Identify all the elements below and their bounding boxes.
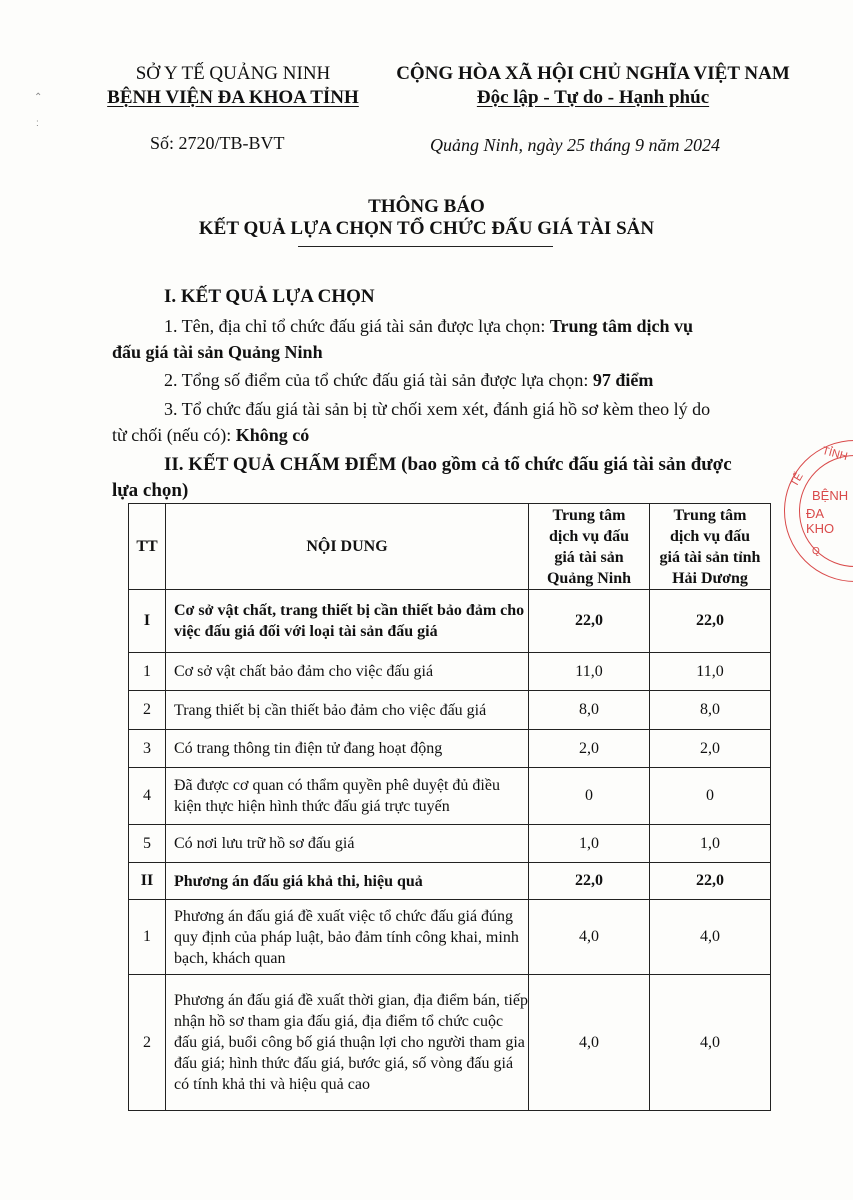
col-org-a-line: dịch vụ đấu [548,527,630,545]
score-table [128,503,771,1111]
table-row [129,825,771,863]
row-tt: 3 [129,730,166,768]
item-3-label: từ chối (nếu có): [112,425,236,445]
title-underline [298,246,553,247]
col-org-a-line: Trung tâm [552,506,626,524]
nation-name: CỘNG HÒA XÃ HỘI CHỦ NGHĨA VIỆT NAM [396,63,790,84]
section-2-heading: II. KẾT QUẢ CHẤM ĐIỂM (bao gồm cả tổ chức đấu giá tài sản được [164,454,732,475]
row-tt: 1 [129,900,166,975]
row-content: Cơ sở vật chất, trang thiết bị cần thiết bảo đảm cho việc đấu giá đối với loại tài sản đấu giá [166,590,529,653]
col-org-a-line: Quảng Ninh [546,569,632,587]
org-name: BỆNH VIỆN ĐA KHOA TỈNH [107,87,359,108]
table-row [129,900,771,975]
col-org-b-line: giá tài sản tỉnh [659,548,761,566]
row-content: Trang thiết bị cần thiết bảo đảm cho việc đấu giá [166,691,529,730]
row-score-b: 4,0 [650,975,771,1111]
row-score-b: 0 [650,768,771,825]
row-tt: 1 [129,653,166,691]
motto: Độc lập - Tự do - Hạnh phúc [476,87,710,108]
seal-text-line2: ĐA KHO [806,506,835,536]
issuer-block [88,62,378,110]
row-score-a: 4,0 [529,975,650,1111]
row-score-a: 22,0 [529,590,650,653]
section-1-heading: I. KẾT QUẢ LỰA CHỌN [164,286,375,307]
row-content: Đã được cơ quan có thẩm quyền phê duyệt đủ điều kiện thực hiện hình thức đấu giá trực tuyến [166,768,529,825]
table-row [129,863,771,900]
row-score-b: 4,0 [650,900,771,975]
item-2-label: 2. Tổng số điểm của tổ chức đấu giá tài sản được lựa chọn: [164,370,593,390]
row-score-a: 4,0 [529,900,650,975]
item-1-value: Trung tâm dịch vụ [549,316,694,336]
row-score-b: 22,0 [650,590,771,653]
row-content: Phương án đấu giá đề xuất việc tổ chức đấu giá đúng quy định của pháp luật, bảo đảm tính công khai, minh bạch, khách quan [166,900,529,975]
row-content: Có nơi lưu trữ hồ sơ đấu giá [166,825,529,863]
item-1-value-cont: đấu giá tài sản Quảng Ninh [112,342,323,362]
row-score-b: 2,0 [650,730,771,768]
section-1-item-3: 3. Tổ chức đấu giá tài sản bị từ chối xem xét, đánh giá hồ sơ kèm theo lý do [164,399,711,419]
section-1-item-2 [164,367,653,393]
seal-text-top: TỈNH [820,444,849,464]
row-tt: I [129,590,166,653]
row-score-a: 22,0 [529,863,650,900]
row-content: Phương án đấu giá khả thi, hiệu quả [166,863,529,900]
table-row [129,653,771,691]
row-tt: 5 [129,825,166,863]
document-title: THÔNG BÁO [368,196,485,217]
document-subtitle: KẾT QUẢ LỰA CHỌN TỔ CHỨC ĐẤU GIÁ TÀI SẢN [198,218,655,239]
national-header [378,62,808,110]
row-score-a: 2,0 [529,730,650,768]
col-org-b-line: Hải Dương [672,569,748,587]
col-org-a-line: giá tài sản [554,548,624,566]
row-score-b: 8,0 [650,691,771,730]
row-tt: 2 [129,975,166,1111]
row-score-a: 1,0 [529,825,650,863]
item-1-label: 1. Tên, địa chỉ tổ chức đấu giá tài sản được lựa chọn: [164,316,550,336]
scan-mark: : [36,118,39,129]
item-2-value: 97 điểm [592,370,654,390]
table-row [129,975,771,1111]
col-org-b-line: dịch vụ đấu [669,527,751,545]
row-score-b: 1,0 [650,825,771,863]
col-tt: TT [129,504,166,590]
scan-mark: ⌃ [34,92,43,103]
table-row [129,768,771,825]
date-place: Quảng Ninh, ngày 25 tháng 9 năm 2024 [430,135,720,155]
table-row [129,691,771,730]
section-1-item-3-cont [112,422,309,448]
table-header-row [129,504,771,590]
row-tt: 4 [129,768,166,825]
table-row [129,590,771,653]
col-org-b [650,504,771,590]
col-org-a [529,504,650,590]
row-content: Cơ sở vật chất bảo đảm cho việc đấu giá [166,653,529,691]
seal-text-line1: BỆNH [812,488,849,503]
row-content: Phương án đấu giá đề xuất thời gian, địa điểm bán, tiếp nhận hồ sơ tham gia đấu giá, địa điểm tổ chức cuộc đấu giá, buổi công bố giá thuận lợi cho người tham gia đấu giá; hình thức đấu giá, bước giá, số vòng đấu giá có tính khả thi và hiệu quả cao [166,975,529,1111]
org-parent: SỞ Y TẾ QUẢNG NINH [135,63,331,84]
section-2-heading-cont: lựa chọn) [112,480,189,501]
col-org-b-line: Trung tâm [673,506,747,524]
row-tt: II [129,863,166,900]
row-score-a: 0 [529,768,650,825]
row-score-b: 11,0 [650,653,771,691]
item-3-value: Không có [235,425,310,445]
row-score-b: 22,0 [650,863,771,900]
row-score-a: 11,0 [529,653,650,691]
row-score-a: 8,0 [529,691,650,730]
document-number: Số: 2720/TB-BVT [150,133,285,153]
section-1-item-1 [164,313,764,339]
seal-text-left: TẾ [788,470,806,490]
row-tt: 2 [129,691,166,730]
col-content: NỘI DUNG [166,504,529,590]
row-content: Có trang thông tin điện tử đang hoạt động [166,730,529,768]
table-row [129,730,771,768]
seal-text-bottom: Q [812,546,820,557]
